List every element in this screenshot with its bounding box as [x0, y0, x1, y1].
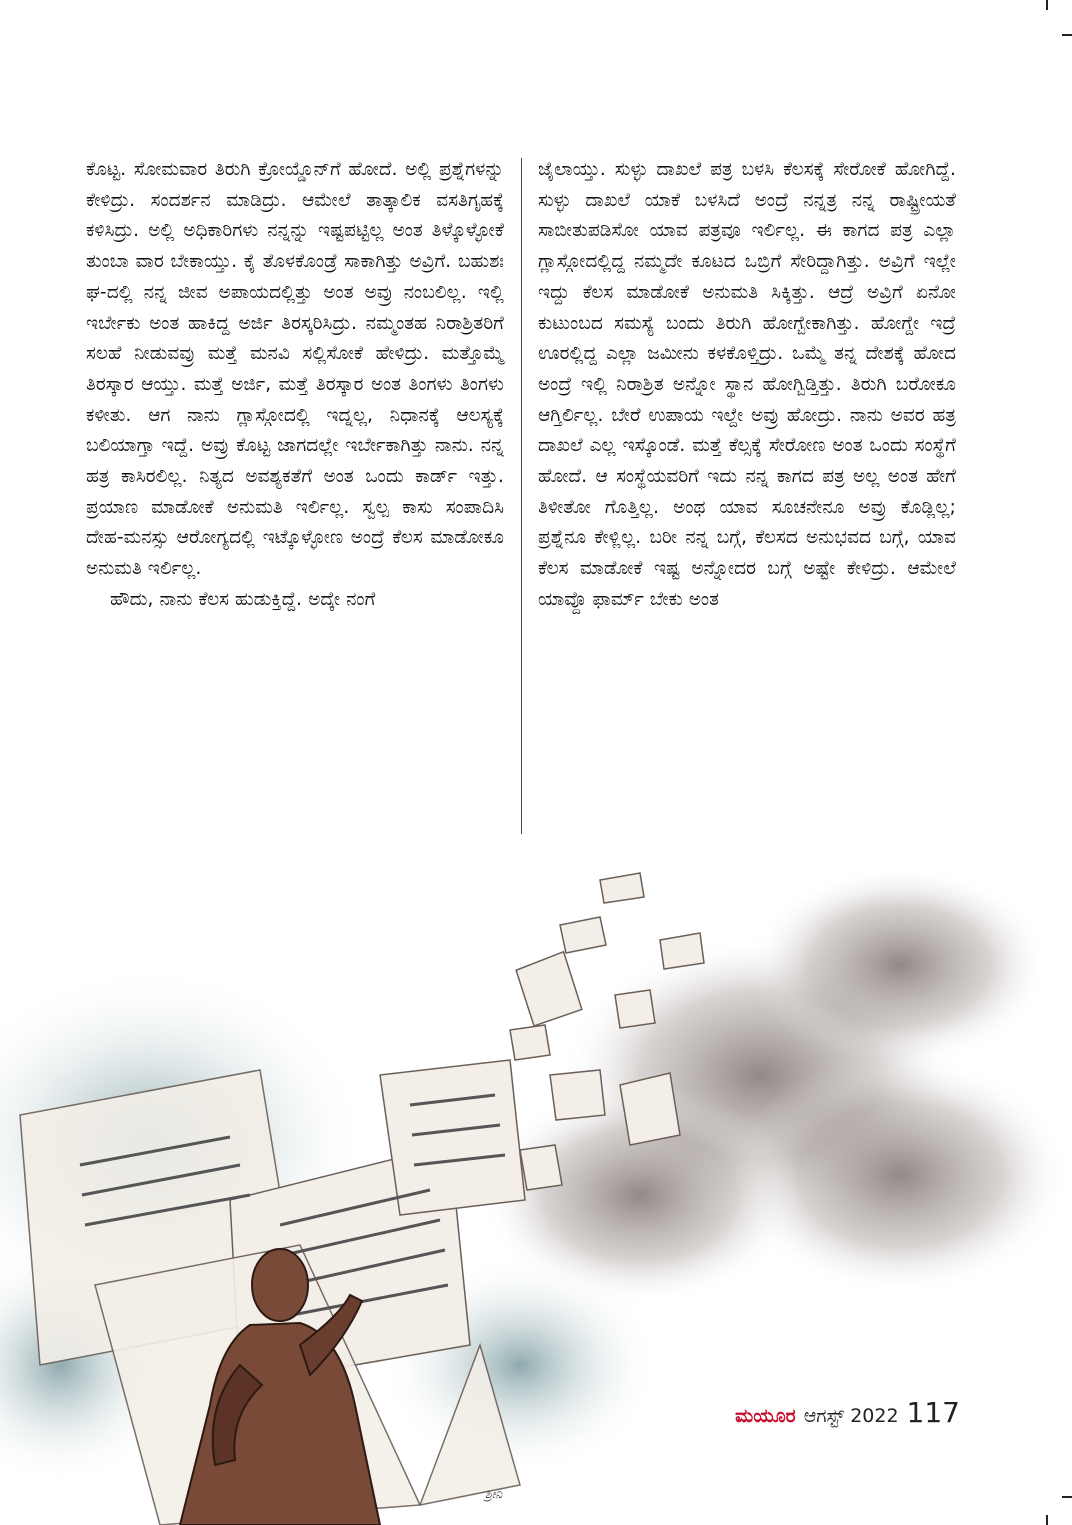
paragraph: ಕೊಟ್ಟ. ಸೋಮವಾರ ತಿರುಗಿ ಕ್ರೋಯ್ಡೊನ್‌ಗೆ ಹೋದೆ. ಅಲ್ಲಿ ಪ್ರಶ್ನೆಗಳನ್ನು ಕೇಳಿದ್ರು. ಸಂದರ್ಶನ ಮಾಡಿದ್ರು. ಆಮೇಲೆ ತಾತ್ಕಾಲಿಕ ವಸತಿಗೃಹಕ್ಕೆ ಕಳಿಸಿದ್ರು. ಅಲ್ಲಿ ಅಧಿಕಾರಿಗಳು ನನ್ನನ್ನು ಇಷ್ಟಪಟ್ಟಿಲ್ಲ ಅಂತ ತಿಳ್ಕೊಳ್ಳೋಕೆ ತುಂಬಾ ವಾರ ಬೇಕಾಯ್ತು. ಕೈ ತೊಳಕೊಂಡ್ರೆ ಸಾಕಾಗಿತ್ತು ಅವ್ರಿಗೆ. ಬಹುಶಃ ಘ-ದಲ್ಲಿ ನನ್ನ ಜೀವ ಅಪಾಯದಲ್ಲಿತ್ತು ಅಂತ ಅವ್ರು ನಂಬಲಿಲ್ಲ. ಇಲ್ಲಿ ಇರ್ಬೇಕು ಅಂತ ಹಾಕಿದ್ದ ಅರ್ಜಿ ತಿರಸ್ಕರಿಸಿದ್ರು. ನಮ್ಮಂತಹ ನಿರಾಶ್ರಿತರಿಗೆ ಸಲಹೆ ನೀಡುವವ್ರು ಮತ್ತೆ ಮನವಿ ಸಲ್ಲಿಸೋಕೆ ಹೇಳಿದ್ರು. ಮತ್ತೊಮ್ಮೆ ತಿರಸ್ಕಾರ ಆಯ್ತು. ಮತ್ತೆ ಅರ್ಜಿ, ಮತ್ತೆ ತಿರಸ್ಕಾರ ಅಂತ ತಿಂಗಳು ತಿಂಗಳು ಕಳೀತು. ಆಗ ನಾನು ಗ್ಲಾಸ್ಗೋದಲ್ಲಿ ಇದ್ನಲ್ಲ, ನಿಧಾನಕ್ಕೆ ಆಲಸ್ಯಕ್ಕೆ ಬಲಿಯಾಗ್ತಾ ಇದ್ದೆ. ಅವ್ರು ಕೊಟ್ಟ ಜಾಗದಲ್ಲೇ ಇರ್ಬೇಕಾಗಿತ್ತು ನಾನು. ನನ್ನ ಹತ್ರ ಕಾಸಿರಲಿಲ್ಲ. ನಿತ್ಯದ ಅವಶ್ಯಕತೆಗೆ ಅಂತ ಒಂದು ಕಾರ್ಡ್ ಇತ್ತು. ಪ್ರಯಾಣ ಮಾಡೋಕೆ ಅನುಮತಿ ಇರ್ಲಿಲ್ಲ. ಸ್ವಲ್ಪ ಕಾಸು ಸಂಪಾದಿಸಿ ದೇಹ-ಮನಸ್ಸು ಆರೋಗ್ಯದಲ್ಲಿ ಇಟ್ಕೊಳ್ಳೋಣ ಅಂದ್ರೆ ಕೆಲಸ ಮಾಡೋಕೂ ಅನುಮತಿ ಇರ್ಲಿಲ್ಲ. — [86, 159, 504, 580]
paragraph: ಜೈಲಾಯ್ತು. ಸುಳ್ಳು ದಾಖಲೆ ಪತ್ರ ಬಳಸಿ ಕೆಲಸಕ್ಕೆ ಸೇರೋಕೆ ಹೋಗಿದ್ದೆ. ಸುಳ್ಳು ದಾಖಲೆ ಯಾಕೆ ಬಳಸಿದೆ ಅಂದ್ರೆ ನನ್ನತ್ರ ನನ್ನ ರಾಷ್ಟ್ರೀಯತೆ ಸಾಬೀತುಪಡಿಸೋ ಯಾವ ಪತ್ರವೂ ಇರ್ಲಿಲ್ಲ. ಈ ಕಾಗದ ಪತ್ರ ಎಲ್ಲಾ ಗ್ಲಾಸ್ಗೋದಲ್ಲಿದ್ದ ನಮ್ಮದೇ ಕೂಟದ ಒಬ್ರಿಗೆ ಸೇರಿದ್ದಾಗಿತ್ತು. ಅವ್ರಿಗೆ ಇಲ್ಲೇ ಇದ್ದು ಕೆಲಸ ಮಾಡೋಕೆ ಅನುಮತಿ ಸಿಕ್ಕಿತ್ತು. ಆದ್ರೆ ಅವ್ರಿಗೆ ಏನೋ ಕುಟುಂಬದ ಸಮಸ್ಯೆ ಬಂದು ತಿರುಗಿ ಹೋಗ್ಬೇಕಾಗಿತ್ತು. ಹೋಗ್ದೇ ಇದ್ರೆ ಊರಲ್ಲಿದ್ದ ಎಲ್ಲಾ ಜಮೀನು ಕಳಕೊಳ್ತಿದ್ರು. ಒಮ್ಮೆ ತನ್ನ ದೇಶಕ್ಕೆ ಹೋದ ಅಂದ್ರೆ ಇಲ್ಲಿ ನಿರಾಶ್ರಿತ ಅನ್ನೋ ಸ್ಥಾನ ಹೋಗ್ಬಿಡ್ತಿತ್ತು. ತಿರುಗಿ ಬರೋಕೂ ಆಗ್ತಿರ್ಲಿಲ್ಲ. ಬೇರೆ ಉಪಾಯ ಇಲ್ದೇ ಅವ್ರು ಹೋದ್ರು. ನಾನು ಅವರ ಹತ್ರ ದಾಖಲೆ ಎಲ್ಲ ಇಸ್ಕೊಂಡೆ. ಮತ್ತೆ ಕೆಲ್ಸಕ್ಕೆ ಸೇರೋಣ ಅಂತ ಒಂದು ಸಂಸ್ಥೆಗೆ ಹೋದೆ. ಆ ಸಂಸ್ಥೆಯವರಿಗೆ ಇದು ನನ್ನ ಕಾಗದ ಪತ್ರ ಅಲ್ಲ ಅಂತ ಹೇಗೆ ತಿಳೀತೋ ಗೊತ್ತಿಲ್ಲ. ಅಂಥ ಯಾವ ಸೂಚನೇನೂ ಅವ್ರು ಕೊಡ್ಲಿಲ್ಲ; ಪ್ರಶ್ನೆನೂ ಕೇಳ್ಲಿಲ್ಲ. ಬರೀ ನನ್ನ ಬಗ್ಗೆ, ಕೆಲಸದ ಅನುಭವದ ಬಗ್ಗೆ, ಯಾವ ಕೆಲಸ ಮಾಡೋಕೆ ಇಷ್ಟ ಅನ್ನೋದರ ಬಗ್ಗೆ ಅಷ್ಟೇ ಕೇಳಿದ್ರು. ಆಮೇಲೆ ಯಾವ್ದೊ ಫಾರ್ಮ್ ಬೇಕು ಅಂತ — [538, 159, 956, 610]
article-column-right — [538, 155, 956, 616]
column-divider — [521, 158, 522, 834]
artist-signature: ಶ್ರೀನಿ — [485, 1487, 503, 1501]
article-column-left — [86, 155, 504, 616]
crop-mark-right-upper — [1062, 34, 1072, 36]
crop-mark-top-right — [1046, 0, 1048, 10]
paragraph: ಹೌದು, ನಾನು ಕೆಲಸ ಹುಡುಕ್ತಿದ್ದೆ. ಅದ್ಕೇ ನಂಗೆ — [110, 588, 376, 610]
magazine-name: ಮಯೂರ — [735, 1405, 796, 1427]
issue-date: ಆಗಸ್ಟ್ 2022 — [803, 1405, 899, 1427]
page-number: 117 — [906, 1396, 960, 1429]
page-footer — [735, 1396, 960, 1429]
